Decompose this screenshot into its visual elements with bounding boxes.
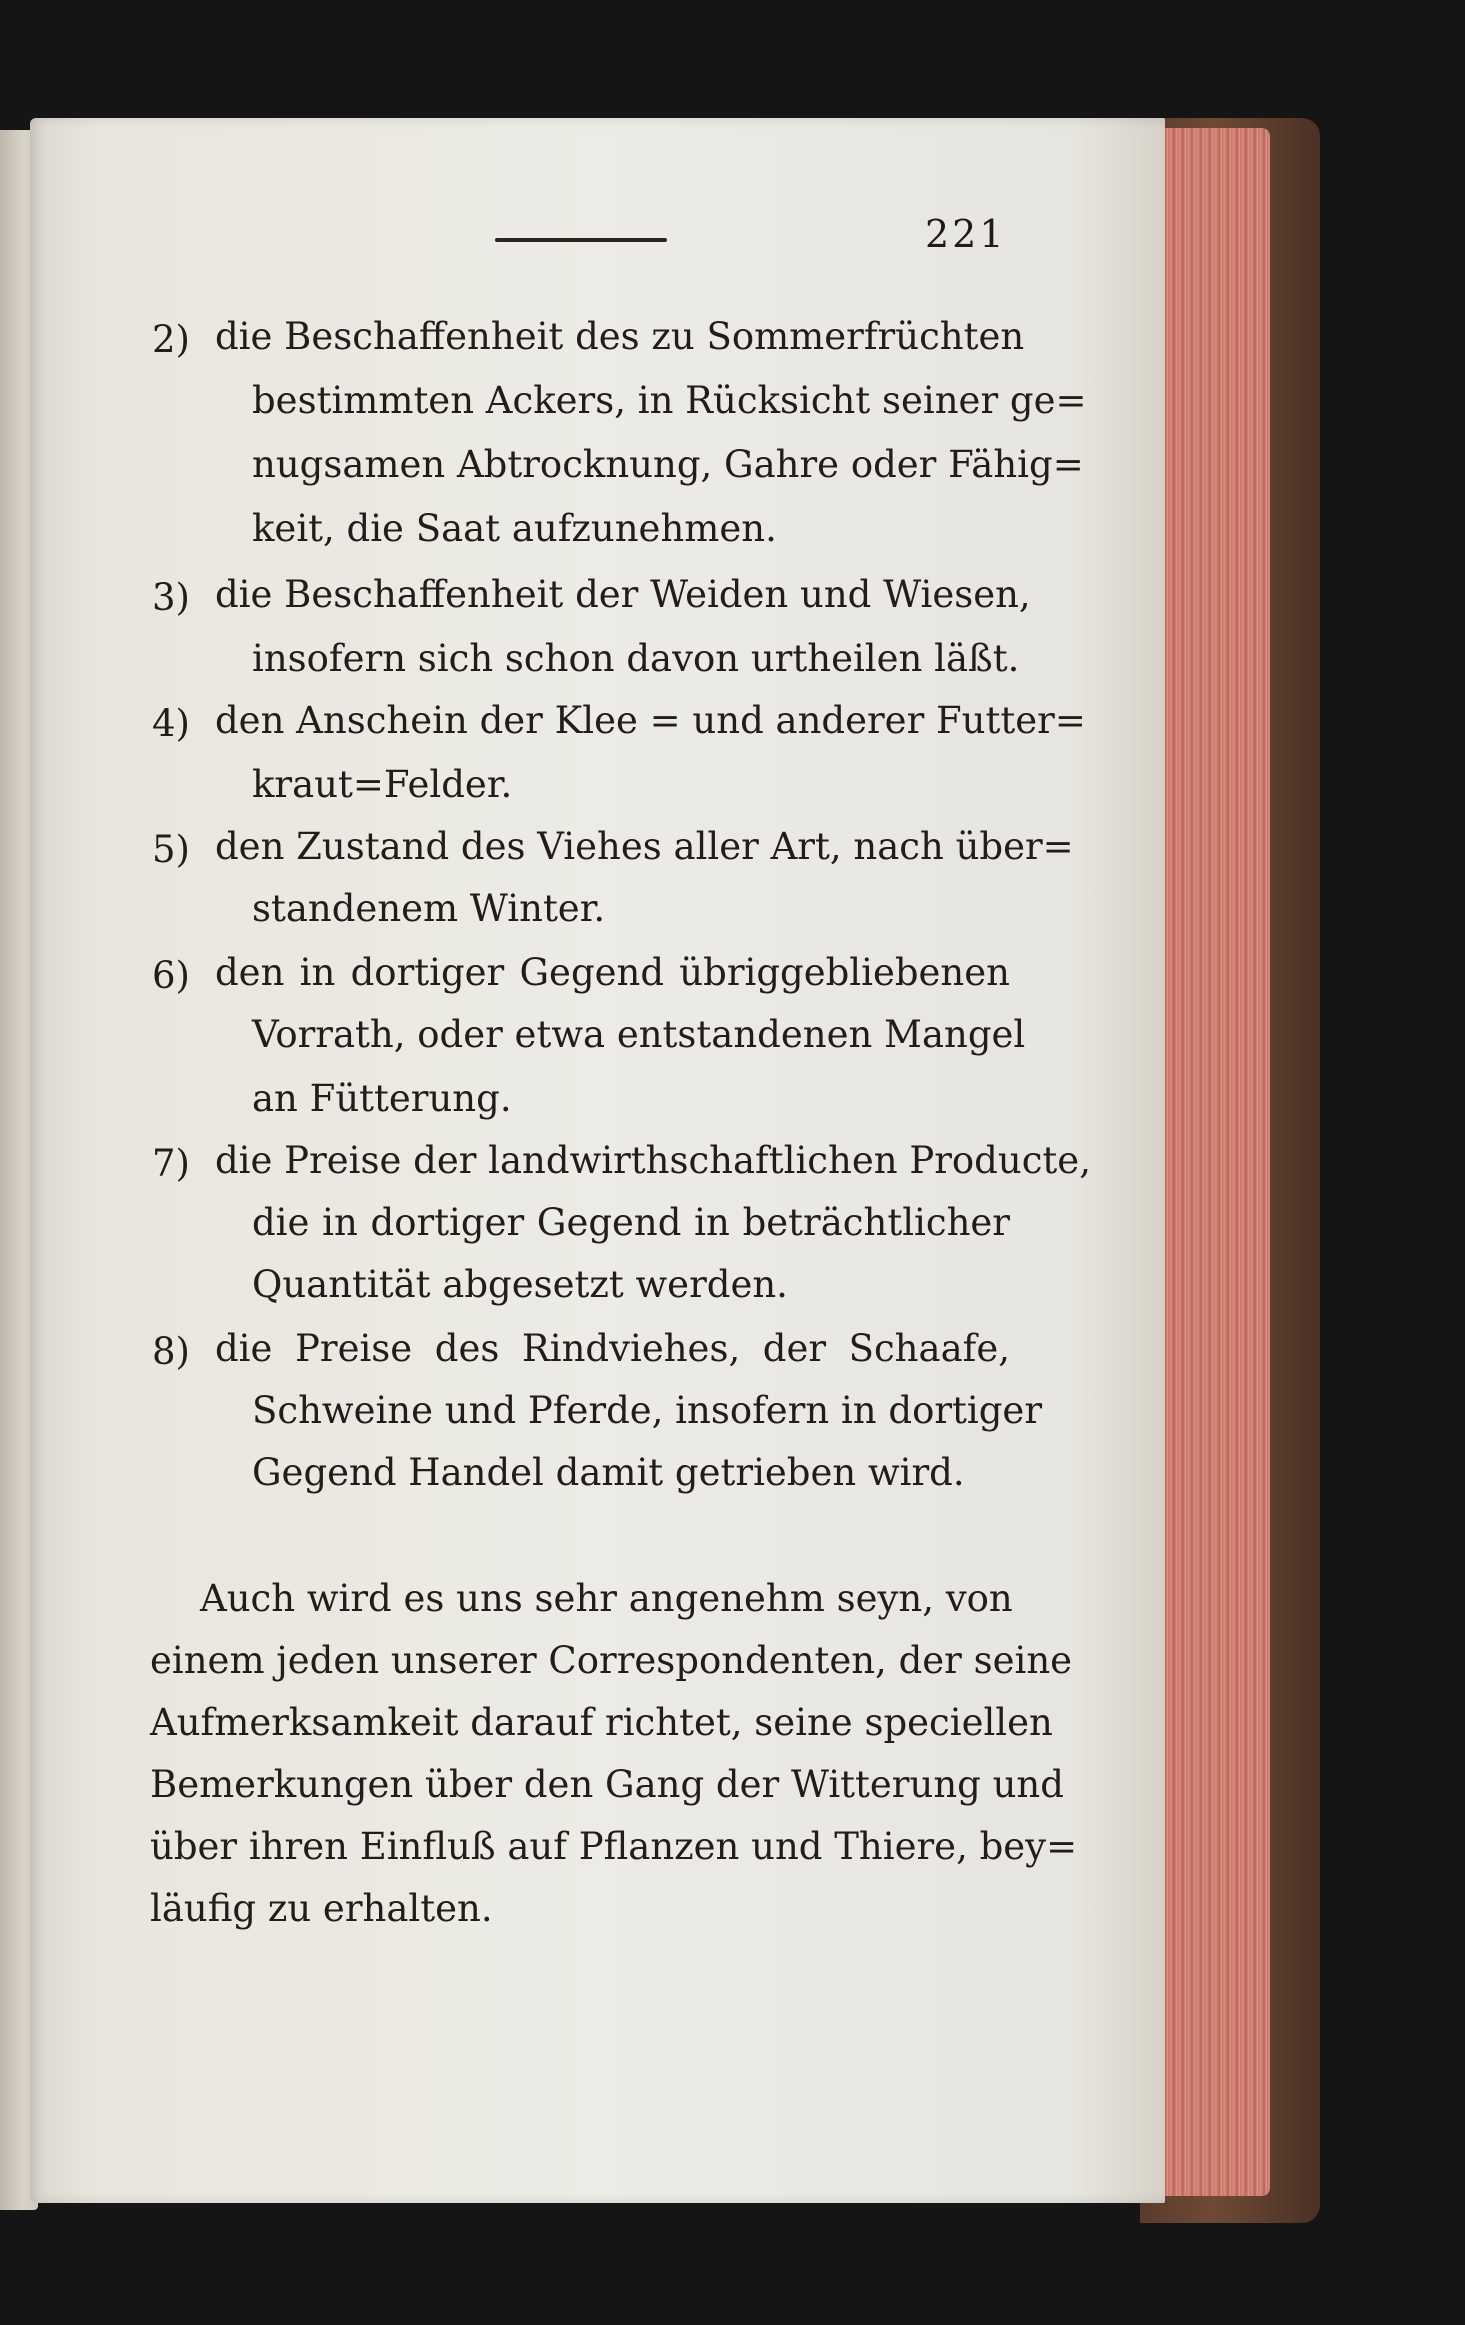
item-number: 5) [152,828,190,871]
paragraph-line: einem jeden unserer Correspondenten, der seine [150,1639,1073,1682]
item-number: 7) [152,1142,190,1185]
item-line: Quantität abgesetzt werden. [252,1263,788,1306]
paragraph-line: Bemerkungen über den Gang der Witterung und [150,1763,1064,1806]
page-fore-edge [1150,128,1270,2196]
item-line: die Beschaffenheit der Weiden und Wiesen, [215,573,1031,616]
item-line: standenem Winter. [252,887,606,930]
item-line: Gegend Handel damit getrieben wird. [252,1451,965,1494]
item-number: 2) [152,318,190,361]
paragraph-line: Auch wird es uns sehr angenehm seyn, von [200,1577,1013,1620]
item-line: die in dortiger Gegend in beträchtlicher [252,1201,1010,1244]
item-line: insofern sich schon davon urtheilen läßt. [252,637,1020,680]
item-line: bestimmten Ackers, in Rücksicht seiner ge= [252,379,1087,422]
paragraph-line: über ihren Einfluß auf Pflanzen und Thiere, bey= [150,1825,1078,1868]
item-number: 4) [152,702,190,745]
page-number: 221 [925,212,1007,256]
header-rule [495,238,667,242]
item-line: Vorrath, oder etwa entstandenen Mangel [252,1013,1026,1056]
item-line: kraut=Felder. [252,763,513,806]
item-line: den in dortiger Gegend übriggebliebenen [215,951,1010,994]
paragraph-line: läufig zu erhalten. [150,1887,493,1930]
item-line: den Zustand des Viehes aller Art, nach über= [215,825,1074,868]
item-line: die Beschaffenheit des zu Sommerfrüchten [215,315,1025,358]
paragraph-line: Aufmerksamkeit darauf richtet, seine speciellen [150,1701,1053,1744]
item-line: den Anschein der Klee = und anderer Futter= [215,699,1086,742]
item-line: keit, die Saat aufzunehmen. [252,507,777,550]
item-line: die Preise des Rindviehes, der Schaafe, [215,1327,1010,1370]
item-line: Schweine und Pferde, insofern in dortiger [252,1389,1043,1432]
item-number: 6) [152,954,190,997]
item-line: die Preise der landwirthschaftlichen Producte, [215,1139,1091,1182]
item-number: 3) [152,576,190,619]
item-line: an Fütterung. [252,1077,512,1120]
item-number: 8) [152,1330,190,1373]
item-line: nugsamen Abtrocknung, Gahre oder Fähig= [252,443,1084,486]
